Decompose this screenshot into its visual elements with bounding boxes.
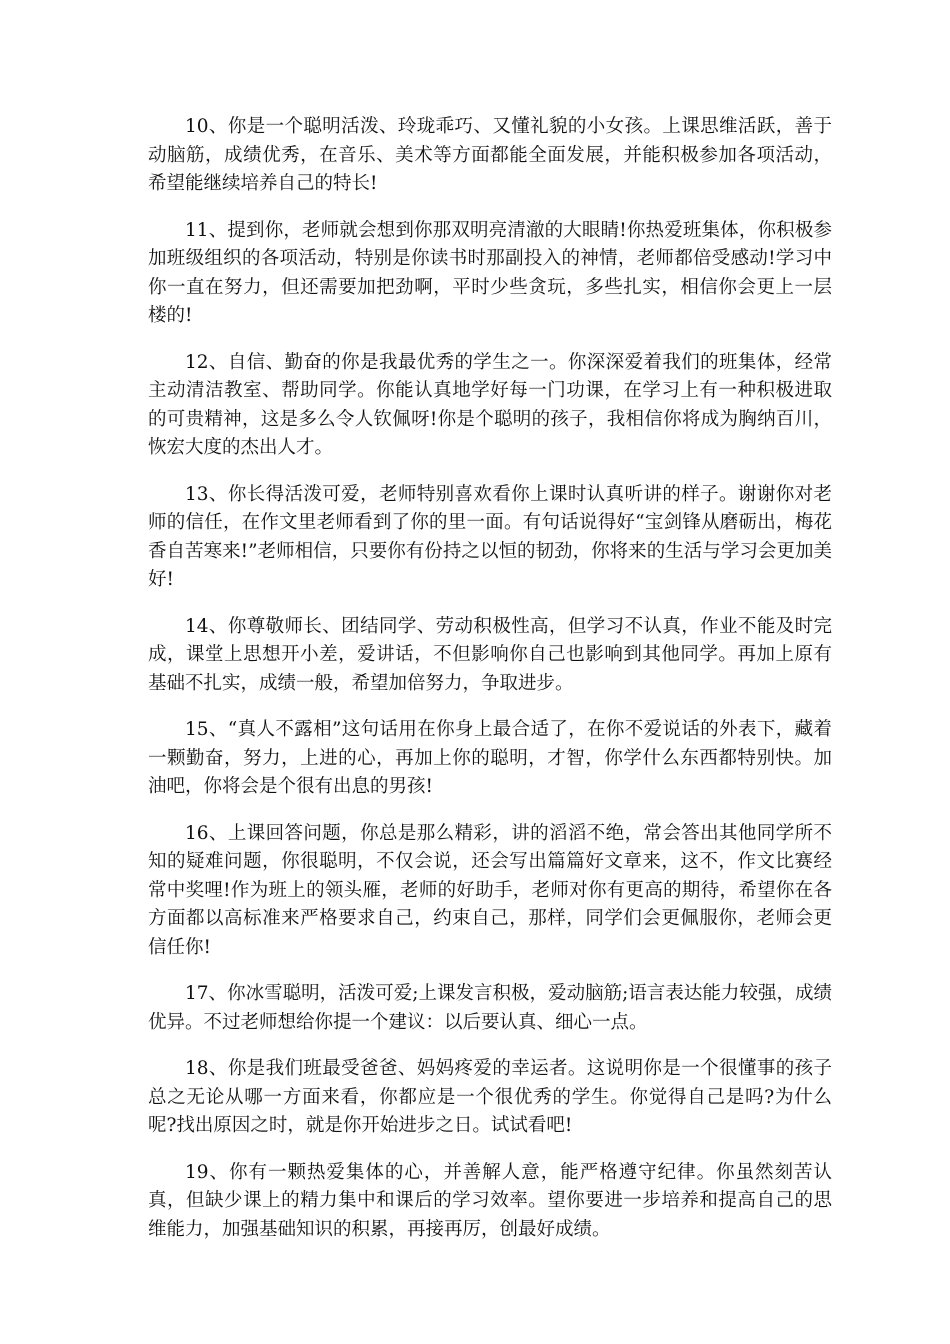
comment-paragraph-10: 10、你是一个聪明活泼、玲珑乖巧、又懂礼貌的小女孩。上课思维活跃，善于动脑筋，成绩优秀，在音乐、美术等方面都能全面发展，并能积极参加各项活动，希望能继续培养自己的特长! bbox=[148, 116, 832, 194]
comment-paragraph-15: 15、“真人不露相”这句话用在你身上最合适了，在你不爱说话的外表下，藏着一颗勤奋，努力，上进的心，再加上你的聪明，才智，你学什么东西都特别快。加油吧，你将会是个很有出息的男孩! bbox=[148, 719, 832, 797]
comment-paragraph-12: 12、自信、勤奋的你是我最优秀的学生之一。你深深爱着我们的班集体，经常主动清洁教室、帮助同学。你能认真地学好每一门功课，在学习上有一种积极进取的可贵精神，这是多么令人钦佩呀!你是个聪明的孩子，我相信你将成为胸纳百川，恢宏大度的杰出人才。 bbox=[148, 351, 832, 458]
document-body bbox=[148, 113, 832, 1262]
comment-paragraph-11: 11、提到你，老师就会想到你那双明亮清澈的大眼睛!你热爱班集体，你积极参加班级组织的各项活动，特别是你读书时那副投入的神情，老师都倍受感动!学习中你一直在努力，但还需要加把劲啊，平时少些贪玩，多些扎实，相信你会更上一层楼的! bbox=[148, 219, 832, 326]
comment-paragraph-18: 18、你是我们班最受爸爸、妈妈疼爱的幸运者。这说明你是一个很懂事的孩子总之无论从哪一方面来看，你都应是一个很优秀的学生。你觉得自己是吗?为什么呢?找出原因之时，就是你开始进步之日。试试看吧! bbox=[148, 1058, 832, 1136]
comment-paragraph-19: 19、你有一颗热爱集体的心，并善解人意，能严格遵守纪律。你虽然刻苦认真，但缺少课上的精力集中和课后的学习效率。望你要进一步培养和提高自己的思维能力，加强基础知识的积累，再接再厉，创最好成绩。 bbox=[148, 1161, 832, 1240]
comment-paragraph-14: 14、你尊敬师长、团结同学、劳动积极性高，但学习不认真，作业不能及时完成，课堂上思想开小差，爱讲话，不但影响你自己也影响到其他同学。再加上原有基础不扎实，成绩一般，希望加倍努力，争取进步。 bbox=[148, 615, 832, 694]
comment-paragraph-13: 13、你长得活泼可爱，老师特别喜欢看你上课时认真听讲的样子。谢谢你对老师的信任，在作文里老师看到了你的里一面。有句话说得好“宝剑锋从磨砺出，梅花香自苦寒来!”老师相信，只要你有份持之以恒的韧劲，你将来的生活与学习会更加美好! bbox=[148, 483, 832, 590]
comment-paragraph-16: 16、上课回答问题，你总是那么精彩，讲的滔滔不绝，常会答出其他同学所不知的疑难问题，你很聪明，不仅会说，还会写出篇篇好文章来，这不，作文比赛经常中奖哩!作为班上的领头雁，老师的好助手，老师对你有更高的期待，希望你在各方面都以高标准来严格要求自己，约束自己，那样，同学们会更佩服你，老师会更信任你! bbox=[148, 822, 832, 958]
comment-paragraph-17: 17、你冰雪聪明，活泼可爱;上课发言积极，爱动脑筋;语言表达能力较强，成绩优异。不过老师想给你提一个建议：以后要认真、细心一点。 bbox=[148, 983, 832, 1033]
